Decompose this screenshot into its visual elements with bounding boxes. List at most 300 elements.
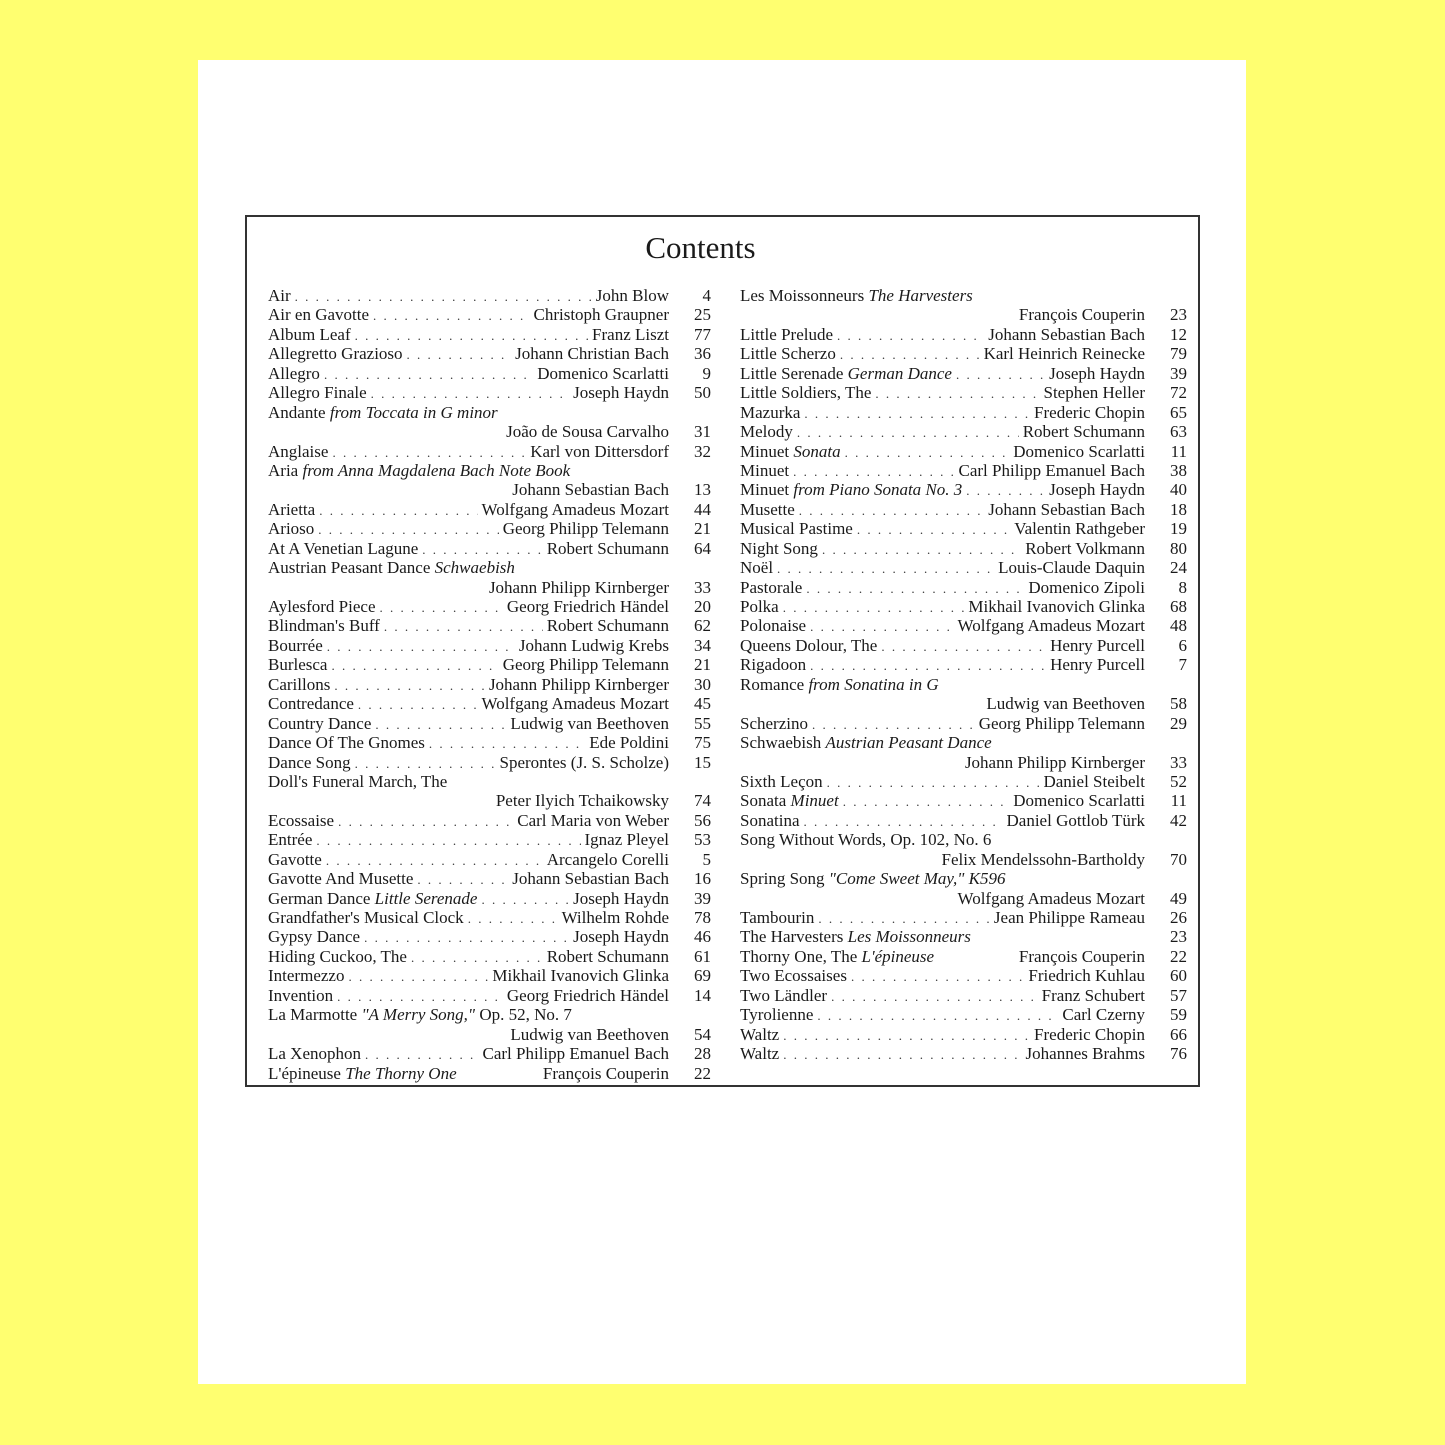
entry-composer: Domenico Scarlatti: [537, 363, 669, 383]
entry-title: Bourrée: [268, 635, 323, 655]
entry-title: Gavotte: [268, 849, 322, 869]
entry-composer: Joseph Haydn: [1049, 363, 1145, 383]
toc-entry: [740, 869, 1187, 888]
leader-dots: [318, 520, 498, 539]
leader-dots: [334, 676, 485, 695]
toc-entry: [268, 403, 711, 422]
entry-composer: Johann Sebastian Bach: [512, 480, 669, 500]
toc-entry: [740, 519, 1187, 538]
entry-title: Night Song: [740, 538, 818, 558]
entry-composer: João de Sousa Carvalho: [506, 422, 669, 442]
entry-page-number: 53: [694, 830, 711, 850]
entry-subtitle: from Toccata in G minor: [329, 402, 498, 422]
entry-composer: Franz Liszt: [592, 324, 669, 344]
toc-entry: [740, 305, 1187, 324]
leader-dots: [956, 365, 1045, 384]
entry-title: Thorny One, The L'épineuse: [740, 946, 935, 966]
entry-page-number: 70: [1170, 849, 1187, 869]
leader-dots: [295, 287, 592, 306]
entry-composer: Domenico Scarlatti: [1013, 441, 1145, 461]
leader-dots: [338, 812, 513, 831]
entry-page-number: 12: [1170, 324, 1187, 344]
toc-entry: [268, 947, 711, 966]
entry-title: Dance Song: [268, 752, 351, 772]
entry-composer: John Blow: [595, 286, 669, 305]
entry-title: Tambourin: [740, 908, 815, 927]
toc-entry: [268, 889, 711, 908]
entry-page-number: 33: [1170, 752, 1187, 772]
entry-page-number: 45: [694, 694, 711, 714]
entry-title: Dance Of The Gnomes: [268, 733, 425, 753]
entry-title: Carillons: [268, 674, 331, 694]
leader-dots: [817, 1006, 1058, 1025]
entry-page-number: 42: [1170, 810, 1187, 830]
toc-entry: [268, 830, 711, 849]
entry-composer: Johann Sebastian Bach: [988, 324, 1145, 344]
entry-composer: Robert Schumann: [546, 538, 669, 558]
toc-entry: [268, 655, 711, 674]
toc-entry: [268, 461, 711, 480]
entry-title: Ecossaise: [268, 810, 335, 830]
entry-title: Allegretto Grazioso: [268, 344, 403, 364]
entry-composer: Friedrich Kuhlau: [1028, 966, 1145, 986]
toc-entry: [740, 733, 1187, 752]
entry-page-number: 40: [1170, 480, 1187, 500]
entry-composer: Georg Friedrich Händel: [506, 597, 669, 616]
entry-page-number: 39: [694, 888, 711, 908]
entry-page-number: 21: [694, 655, 711, 675]
entry-subtitle: Les Moissonneurs: [847, 927, 971, 947]
toc-entry: [740, 539, 1187, 558]
toc-entry: [268, 578, 711, 597]
entry-page-number: 66: [1170, 1024, 1187, 1044]
entry-page-number: 29: [1170, 713, 1187, 733]
entry-page-number: 46: [694, 927, 711, 947]
toc-entry: [740, 636, 1187, 655]
entry-title: Blindman's Buff: [268, 616, 380, 636]
entry-page-number: 65: [1170, 402, 1187, 422]
leader-dots: [799, 501, 984, 520]
toc-entry: [740, 908, 1187, 927]
leader-dots: [804, 404, 1030, 423]
entry-title: Aria from Anna Magdalena Bach Note Book: [268, 460, 571, 480]
entry-title: La Xenophon: [268, 1044, 362, 1064]
toc-entry: [740, 791, 1187, 810]
entry-title: Burlesca: [268, 655, 328, 675]
toc-entry: [268, 966, 711, 985]
leader-dots: [373, 306, 529, 325]
leader-dots: [783, 598, 965, 617]
leader-dots: [429, 734, 585, 753]
entry-page-number: 76: [1170, 1044, 1187, 1064]
entry-title: Melody: [740, 422, 793, 442]
entry-composer: Johannes Brahms: [1025, 1044, 1145, 1064]
entry-page-number: 4: [702, 286, 711, 305]
entry-page-number: 36: [694, 344, 711, 364]
entry-composer: Joseph Haydn: [573, 888, 669, 908]
entry-page-number: 55: [694, 713, 711, 733]
entry-subtitle: "A Merry Song,": [361, 1005, 476, 1025]
toc-entry: [268, 908, 711, 927]
toc-entry: [268, 558, 711, 577]
entry-subtitle: The Thorny One: [345, 1063, 457, 1083]
entry-page-number: 9: [702, 363, 711, 383]
entry-page-number: 59: [1170, 1005, 1187, 1025]
entry-page-number: 7: [1178, 655, 1187, 675]
toc-entry: [268, 383, 711, 402]
toc-entry: [268, 480, 711, 499]
leader-dots: [810, 656, 1046, 675]
leader-dots: [793, 462, 954, 481]
toc-entry: [268, 500, 711, 519]
leader-dots: [840, 345, 980, 364]
entry-title: Intermezzo: [268, 966, 345, 986]
entry-title: Pastorale: [740, 577, 803, 597]
entry-composer: Frederic Chopin: [1034, 1024, 1145, 1044]
toc-entry: [740, 772, 1187, 791]
entry-page-number: 69: [694, 966, 711, 986]
entry-composer: Johann Christian Bach: [515, 344, 669, 364]
entry-composer: Mikhail Ivanovich Glinka: [968, 597, 1145, 616]
toc-entry: [740, 655, 1187, 674]
entry-composer: Carl Philipp Emanuel Bach: [482, 1044, 669, 1064]
entry-page-number: 24: [1170, 558, 1187, 578]
toc-entry: [740, 1025, 1187, 1044]
toc-entry: [268, 364, 711, 383]
entry-title: Waltz: [740, 1044, 780, 1064]
leader-dots: [777, 559, 994, 578]
toc-entry: [740, 325, 1187, 344]
toc-entry: [268, 1064, 711, 1083]
toc-entry: [268, 519, 711, 538]
leader-dots: [324, 365, 533, 384]
toc-entry: [268, 344, 711, 363]
entry-page-number: 11: [1170, 441, 1187, 461]
entry-page-number: 52: [1170, 771, 1187, 791]
entry-subtitle: from Sonatina in G: [808, 674, 939, 694]
entry-page-number: 33: [694, 577, 711, 597]
leader-dots: [966, 481, 1045, 500]
leader-dots: [355, 326, 588, 345]
entry-page-number: 5: [702, 849, 711, 869]
entry-title: Queens Dolour, The: [740, 635, 878, 655]
entry-title: Rigadoon: [740, 655, 807, 675]
leader-dots: [812, 715, 975, 734]
contents-left-column: [268, 286, 711, 1083]
entry-subtitle: German Dance: [847, 363, 952, 383]
toc-entry: [740, 403, 1187, 422]
toc-entry: [740, 850, 1187, 869]
entry-composer: Jean Philippe Rameau: [993, 908, 1145, 927]
toc-entry: [268, 1005, 711, 1024]
leader-dots: [375, 715, 506, 734]
entry-title: Gypsy Dance: [268, 927, 361, 947]
leader-dots: [783, 1045, 1021, 1064]
entry-title: Contredance: [268, 694, 354, 714]
entry-page-number: 11: [1170, 791, 1187, 811]
entry-title: Invention: [268, 985, 334, 1005]
entry-title: Two Ländler: [740, 985, 828, 1005]
entry-title: Arietta: [268, 499, 316, 519]
entry-page-number: 22: [1170, 946, 1187, 966]
leader-dots: [818, 909, 990, 928]
leader-dots: [806, 579, 1024, 598]
toc-entry: [740, 286, 1187, 305]
entry-title: Country Dance: [268, 713, 372, 733]
entry-composer: Johann Philipp Kirnberger: [488, 674, 669, 694]
leader-dots: [364, 928, 569, 947]
entry-title: Romance from Sonatina in G: [740, 674, 939, 694]
entry-composer: Ludwig van Beethoven: [510, 713, 669, 733]
leader-dots: [875, 384, 1039, 403]
leader-dots: [827, 773, 1040, 792]
entry-composer: Wilhelm Rohde: [561, 908, 669, 927]
entry-page-number: 32: [694, 441, 711, 461]
toc-entry: [740, 383, 1187, 402]
entry-title: Little Prelude: [740, 324, 834, 344]
toc-entry: [268, 1044, 711, 1063]
toc-entry: [740, 480, 1187, 499]
toc-entry: [268, 791, 711, 810]
entry-composer: Domenico Scarlatti: [1013, 791, 1145, 811]
entry-composer: Ignaz Pleyel: [584, 830, 669, 850]
entry-composer: Georg Philipp Telemann: [978, 713, 1145, 733]
leader-dots: [831, 987, 1038, 1006]
entry-title: Album Leaf: [268, 324, 351, 344]
entry-composer: Peter Ilyich Tchaikowsky: [495, 791, 669, 811]
entry-subtitle: Sonata: [793, 441, 841, 461]
entry-title: German Dance Little Serenade: [268, 888, 478, 908]
entry-title: Tyrolienne: [740, 1005, 814, 1025]
entry-title: Polka: [740, 597, 779, 616]
entry-title: Sonata Minuet: [740, 791, 839, 811]
leader-dots: [326, 851, 543, 870]
entry-composer: François Couperin: [542, 1063, 669, 1083]
entry-page-number: 28: [694, 1044, 711, 1064]
entry-page-number: 34: [694, 635, 711, 655]
entry-composer: Joseph Haydn: [573, 383, 669, 403]
toc-entry: [268, 772, 711, 791]
leader-dots: [384, 617, 543, 636]
toc-entry: [268, 325, 711, 344]
entry-page-number: 23: [1170, 927, 1187, 947]
entry-subtitle: The Harvesters: [868, 286, 973, 305]
leader-dots: [857, 520, 1010, 539]
entry-subtitle: from Anna Magdalena Bach Note Book: [302, 460, 571, 480]
entry-title: Hiding Cuckoo, The: [268, 946, 407, 966]
entry-title: Little Scherzo: [740, 344, 836, 364]
entry-composer: Domenico Zipoli: [1028, 577, 1145, 597]
entry-title: At A Venetian Lagune: [268, 538, 419, 558]
entry-title: Grandfather's Musical Clock: [268, 908, 464, 927]
entry-composer: Robert Schumann: [1022, 422, 1145, 442]
leader-dots: [407, 345, 512, 364]
toc-entry: [740, 1044, 1187, 1063]
leader-dots: [843, 792, 1010, 811]
entry-composer: François Couperin: [1018, 946, 1145, 966]
entry-composer: Louis-Claude Daquin: [998, 558, 1145, 578]
entry-composer: François Couperin: [1018, 305, 1145, 325]
entry-page-number: 15: [694, 752, 711, 772]
toc-entry: [740, 344, 1187, 363]
toc-entry: [268, 733, 711, 752]
leader-dots: [422, 540, 542, 559]
toc-entry: [268, 811, 711, 830]
entry-composer: Sperontes (J. S. Scholze): [499, 752, 669, 772]
entry-composer: Karl Heinrich Reinecke: [983, 344, 1145, 364]
entry-composer: Johann Philipp Kirnberger: [964, 752, 1145, 772]
entry-title: Sonatina: [740, 810, 800, 830]
entry-page-number: 61: [694, 946, 711, 966]
entry-page-number: 58: [1170, 694, 1187, 714]
leader-dots: [845, 443, 1010, 462]
entry-page-number: 18: [1170, 499, 1187, 519]
entry-composer: Robert Schumann: [546, 946, 669, 966]
toc-entry: [740, 753, 1187, 772]
entry-page-number: 63: [1170, 422, 1187, 442]
entry-page-number: 13: [694, 480, 711, 500]
entry-page-number: 60: [1170, 966, 1187, 986]
entry-composer: Arcangelo Corelli: [546, 849, 669, 869]
toc-entry: [268, 539, 711, 558]
leader-dots: [316, 831, 580, 850]
toc-entry: [740, 986, 1187, 1005]
leader-dots: [481, 890, 569, 909]
entry-page-number: 78: [694, 908, 711, 927]
entry-page-number: 30: [694, 674, 711, 694]
contents-heading: Contents: [645, 230, 756, 265]
entry-composer: Daniel Steibelt: [1043, 771, 1145, 791]
entry-composer: Joseph Haydn: [573, 927, 669, 947]
contents-right-column: [740, 286, 1187, 1064]
entry-page-number: 16: [694, 869, 711, 889]
entry-title: Air: [268, 286, 291, 305]
toc-entry: [268, 597, 711, 616]
entry-composer: Carl Philipp Emanuel Bach: [958, 460, 1145, 480]
entry-page-number: 56: [694, 810, 711, 830]
entry-title: Song Without Words, Op. 102, No. 6: [740, 830, 992, 850]
leader-dots: [881, 637, 1046, 656]
toc-entry: [268, 753, 711, 772]
entry-title: Musette: [740, 499, 795, 519]
entry-title: L'épineuse The Thorny One: [268, 1063, 457, 1083]
leader-dots: [804, 812, 1003, 831]
entry-page-number: 50: [694, 383, 711, 403]
leader-dots: [797, 423, 1019, 442]
toc-entry: [740, 947, 1187, 966]
toc-entry: [268, 616, 711, 635]
entry-title: Musical Pastime: [740, 519, 853, 539]
entry-page-number: 64: [694, 538, 711, 558]
entry-composer: Henry Purcell: [1050, 635, 1145, 655]
entry-title: Les Moissonneurs The Harvesters: [740, 286, 973, 305]
toc-entry: [268, 850, 711, 869]
toc-entry: [740, 694, 1187, 713]
toc-entry: [740, 500, 1187, 519]
entry-title: Schwaebish Austrian Peasant Dance: [740, 733, 992, 753]
entry-composer: Ede Poldini: [589, 733, 669, 753]
entry-composer: Ludwig van Beethoven: [510, 1024, 669, 1044]
entry-title: Air en Gavotte: [268, 305, 370, 325]
entry-subtitle: L'épineuse: [861, 946, 935, 966]
entry-title: Gavotte And Musette: [268, 869, 414, 889]
leader-dots: [332, 443, 526, 462]
entry-title: Spring Song "Come Sweet May," K596: [740, 869, 1006, 889]
entry-composer: Frederic Chopin: [1034, 402, 1145, 422]
entry-page-number: 79: [1170, 344, 1187, 364]
toc-entry: [740, 675, 1187, 694]
entry-composer: Wolfgang Amadeus Mozart: [481, 499, 669, 519]
entry-title: Allegro: [268, 363, 320, 383]
entry-page-number: 44: [694, 499, 711, 519]
leader-dots: [851, 967, 1024, 986]
entry-composer: Felix Mendelssohn-Bartholdy: [941, 849, 1145, 869]
entry-page-number: 14: [694, 985, 711, 1005]
entry-title: Noël: [740, 558, 774, 578]
entry-page-number: 31: [694, 422, 711, 442]
entry-page-number: 48: [1170, 616, 1187, 636]
leader-dots: [327, 637, 515, 656]
leader-dots: [337, 987, 503, 1006]
toc-entry: [740, 889, 1187, 908]
entry-composer: Ludwig van Beethoven: [986, 694, 1145, 714]
toc-entry: [740, 616, 1187, 635]
toc-entry: [740, 442, 1187, 461]
leader-dots: [319, 501, 477, 520]
leader-dots: [822, 540, 1021, 559]
leader-dots: [468, 909, 558, 928]
leader-dots: [331, 656, 498, 675]
entry-composer: Johann Sebastian Bach: [988, 499, 1145, 519]
entry-title: La Marmotte "A Merry Song," Op. 52, No. 7: [268, 1005, 572, 1025]
entry-composer: Valentin Rathgeber: [1014, 519, 1145, 539]
toc-entry: [268, 286, 711, 305]
toc-entry: [268, 675, 711, 694]
leader-dots: [358, 695, 478, 714]
entry-page-number: 6: [1178, 635, 1187, 655]
leader-dots: [355, 754, 496, 773]
toc-entry: [268, 986, 711, 1005]
entry-title: Waltz: [740, 1024, 780, 1044]
entry-composer: Franz Schubert: [1041, 985, 1145, 1005]
toc-entry: [740, 558, 1187, 577]
entry-composer: Johann Philipp Kirnberger: [488, 577, 669, 597]
entry-page-number: 75: [694, 733, 711, 753]
entry-subtitle: Austrian Peasant Dance: [825, 733, 992, 753]
entry-title: Two Ecossaises: [740, 966, 847, 986]
entry-page-number: 77: [694, 324, 711, 344]
leader-dots: [783, 1026, 1030, 1045]
toc-entry: [740, 597, 1187, 616]
entry-subtitle: "Come Sweet May," K596: [828, 869, 1006, 889]
entry-subtitle: Schwaebish: [434, 558, 515, 578]
entry-composer: Robert Schumann: [546, 616, 669, 636]
entry-page-number: 23: [1170, 305, 1187, 325]
entry-title: Austrian Peasant Dance Schwaebish: [268, 558, 515, 578]
entry-composer: Henry Purcell: [1050, 655, 1145, 675]
toc-entry: [740, 966, 1187, 985]
entry-title: Anglaise: [268, 441, 329, 461]
entry-page-number: 57: [1170, 985, 1187, 1005]
entry-title: Arioso: [268, 519, 315, 539]
entry-composer: Carl Maria von Weber: [517, 810, 669, 830]
entry-title: Little Soldiers, The: [740, 383, 872, 403]
entry-page-number: 25: [694, 305, 711, 325]
entry-title: Andante from Toccata in G minor: [268, 402, 498, 422]
toc-entry: [268, 636, 711, 655]
toc-entry: [740, 461, 1187, 480]
entry-title: Minuet from Piano Sonata No. 3: [740, 480, 963, 500]
